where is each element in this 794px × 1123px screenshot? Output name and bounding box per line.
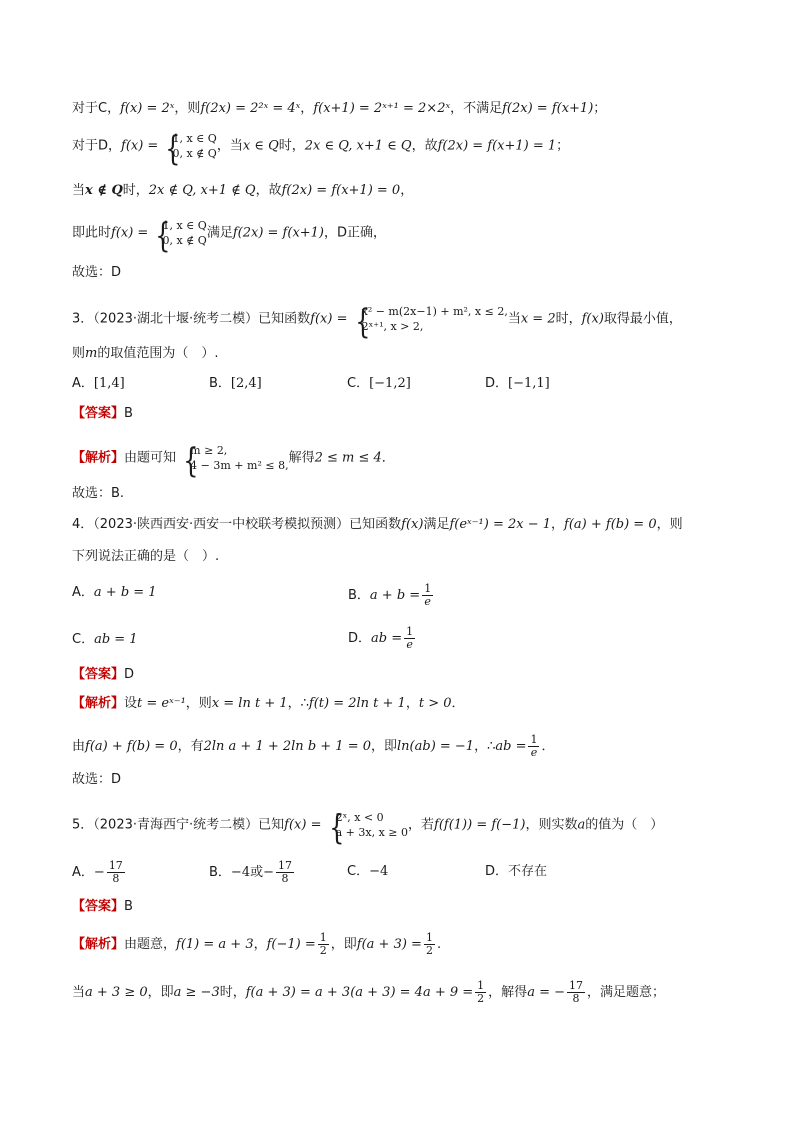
brace: { bbox=[165, 129, 181, 169]
piece-row: x² − m(2x−1) + m², x ≤ 2, bbox=[361, 305, 508, 318]
answer-tag: 【答案】 bbox=[72, 667, 125, 682]
option-letter: B． bbox=[209, 865, 231, 880]
q4-option-a[interactable] bbox=[72, 583, 157, 603]
text: ，即 bbox=[371, 739, 398, 754]
piecewise-function bbox=[152, 216, 207, 256]
q3-analysis bbox=[72, 441, 395, 481]
option-text: −4 bbox=[369, 864, 389, 879]
math: 2x ∈ Q, x+1 ∈ Q bbox=[304, 138, 412, 154]
piecewise-function bbox=[326, 808, 408, 848]
text: ， bbox=[300, 101, 314, 116]
math: f(f(1)) = f(−1) bbox=[434, 817, 526, 833]
text: 取得最小值， bbox=[603, 311, 682, 327]
q5-answer bbox=[72, 897, 133, 917]
q3-select: 故选：B. bbox=[72, 486, 125, 501]
fraction bbox=[475, 980, 486, 1005]
text: ，则实数 bbox=[525, 817, 578, 833]
q3-option-b[interactable] bbox=[209, 374, 262, 394]
brace: { bbox=[328, 808, 345, 848]
piecewise-function bbox=[352, 302, 508, 342]
math: f(2x) = 2²ˣ = 4ˣ bbox=[200, 101, 301, 116]
question-number: 4． bbox=[72, 517, 94, 532]
text: ，解得 bbox=[488, 985, 528, 1000]
question-source: （2023·青海西宁·统考二模） bbox=[93, 817, 259, 833]
text: ，故 bbox=[411, 138, 438, 154]
option-letter: D． bbox=[485, 376, 509, 391]
question-4-stem bbox=[72, 515, 683, 535]
piecewise-function bbox=[162, 129, 217, 169]
text: 的值为（ ） bbox=[585, 817, 664, 833]
math: f(eˣ⁻¹) = 2x − 1 bbox=[449, 517, 551, 532]
math: a bbox=[577, 817, 586, 833]
q3-option-d[interactable] bbox=[485, 374, 550, 394]
option-text: −4或− bbox=[230, 865, 274, 880]
option-text: ab = 1 bbox=[94, 632, 138, 647]
math: f(x) bbox=[581, 311, 604, 327]
text: ，则 bbox=[185, 696, 212, 711]
text: 设 bbox=[124, 696, 138, 711]
question-source: （2023·陕西西安·西安一中校联考模拟预测） bbox=[93, 517, 350, 532]
text: 对于D， bbox=[72, 138, 122, 154]
line-option-d-analysis bbox=[72, 129, 570, 169]
math: x = ln t + 1 bbox=[211, 696, 288, 711]
q5-option-d[interactable] bbox=[485, 862, 547, 882]
numerator: 1 bbox=[319, 931, 327, 944]
line-option-c-analysis bbox=[72, 99, 606, 119]
piece-row: 0, x ∉ Q bbox=[162, 234, 207, 247]
text: 由 bbox=[72, 739, 86, 754]
text: 则 bbox=[72, 346, 86, 361]
text: 已知 bbox=[258, 817, 285, 833]
numerator: 17 bbox=[277, 859, 292, 872]
text: ，则 bbox=[656, 517, 683, 532]
text: ， bbox=[253, 937, 267, 952]
math: 2 ≤ m ≤ 4 bbox=[314, 450, 382, 466]
denominator: e bbox=[528, 746, 539, 759]
option-letter: D． bbox=[348, 631, 372, 646]
math: f(a + 3) = bbox=[356, 937, 422, 952]
option-letter: C． bbox=[72, 632, 95, 647]
text: ， bbox=[400, 183, 414, 198]
text: ， bbox=[405, 696, 419, 711]
math: f(x) = bbox=[121, 138, 159, 154]
math: f(x) = bbox=[284, 817, 322, 833]
text: ，∴ bbox=[287, 696, 309, 711]
option-text: a + b = 1 bbox=[93, 585, 157, 600]
fraction bbox=[318, 932, 329, 957]
text: ，有 bbox=[177, 739, 204, 754]
option-letter: D． bbox=[485, 864, 509, 879]
option-text: ab = bbox=[371, 631, 403, 646]
text: ； bbox=[593, 101, 607, 116]
math: f(x) = 2ˣ bbox=[120, 101, 175, 116]
brace: { bbox=[354, 302, 371, 342]
system-of-inequalities bbox=[180, 441, 289, 481]
option-letter: B． bbox=[348, 588, 370, 603]
q4-option-c[interactable] bbox=[72, 630, 138, 650]
q5-option-a[interactable] bbox=[72, 860, 127, 885]
option-letter: C． bbox=[347, 864, 370, 879]
q5-analysis-1 bbox=[72, 932, 441, 957]
piece-row: 2ˣ, x < 0 bbox=[335, 811, 384, 824]
question-source: （2023·湖北十堰·统考二模） bbox=[93, 311, 259, 327]
math: f(a) + f(b) = 0 bbox=[564, 517, 657, 532]
math: f(x) = bbox=[111, 225, 149, 241]
text: 已知函数 bbox=[258, 311, 311, 327]
analysis-tag: 【解析】 bbox=[72, 450, 125, 466]
fraction bbox=[567, 980, 585, 1005]
text: 时， bbox=[219, 985, 246, 1000]
q4-select: 故选：D bbox=[72, 772, 122, 787]
text: 解得 bbox=[288, 450, 315, 466]
text: 由题可知 bbox=[124, 450, 177, 466]
text: 满足 bbox=[423, 517, 450, 532]
q4-analysis-1 bbox=[72, 694, 465, 714]
fraction bbox=[276, 860, 294, 885]
math: ab = bbox=[495, 739, 527, 754]
fraction bbox=[404, 626, 415, 651]
text: ，当 bbox=[216, 138, 243, 154]
brace: { bbox=[183, 441, 199, 481]
answer-tag: 【答案】 bbox=[72, 899, 125, 914]
option-text: 不存在 bbox=[508, 864, 548, 879]
math: x ∈ Q bbox=[242, 138, 279, 154]
text: ，不满足 bbox=[450, 101, 503, 116]
answer-tag: 【答案】 bbox=[72, 406, 125, 421]
text: ，即 bbox=[330, 937, 357, 952]
piece-row: m ≥ 2, bbox=[190, 444, 228, 457]
text: ，故 bbox=[255, 183, 282, 198]
piece-row: 4 − 3m + m² ≤ 8, bbox=[190, 459, 289, 472]
text: ； bbox=[556, 138, 570, 154]
q4-answer bbox=[72, 665, 134, 685]
numerator: 17 bbox=[108, 859, 123, 872]
text: ． bbox=[541, 739, 555, 754]
numerator: 1 bbox=[406, 625, 414, 638]
fraction bbox=[422, 583, 433, 608]
fraction bbox=[424, 932, 435, 957]
math: f(2x) = f(x+1) bbox=[232, 225, 325, 241]
option-text: [1,4] bbox=[93, 376, 125, 391]
math: a + 3 ≥ 0 bbox=[85, 985, 148, 1000]
question-3-stem-cont bbox=[72, 344, 218, 364]
q4-option-b[interactable] bbox=[348, 583, 435, 608]
select-answer: 故选：D bbox=[72, 265, 122, 280]
q5-option-c[interactable] bbox=[347, 862, 388, 882]
text: 当 bbox=[72, 985, 86, 1000]
text: ，D正确， bbox=[324, 225, 387, 241]
math: f(x) bbox=[401, 517, 424, 532]
q4-analysis-2 bbox=[72, 734, 555, 759]
piece-row: 0, x ∉ Q bbox=[172, 147, 217, 160]
option-text: [−1,2] bbox=[369, 376, 411, 391]
analysis-tag: 【解析】 bbox=[72, 937, 125, 952]
denominator: 8 bbox=[567, 992, 585, 1005]
text: ． bbox=[381, 450, 395, 466]
numerator: 1 bbox=[425, 931, 433, 944]
option-text: [2,4] bbox=[230, 376, 262, 391]
option-text: − bbox=[93, 865, 105, 880]
denominator: 2 bbox=[477, 992, 485, 1005]
question-3-stem bbox=[72, 302, 682, 342]
question-4-stem-cont: 下列说法正确的是（ ）. bbox=[72, 549, 220, 564]
math: a = − bbox=[527, 985, 565, 1000]
option-letter: C． bbox=[347, 376, 370, 391]
math: x ∉ Q bbox=[85, 183, 123, 198]
math: ln(ab) = −1 bbox=[397, 739, 475, 754]
math: f(x+1) = 2ˣ⁺¹ = 2×2ˣ bbox=[313, 101, 451, 116]
q3-option-c[interactable] bbox=[347, 374, 411, 394]
answer-value: B bbox=[124, 899, 133, 914]
text: ． bbox=[451, 696, 465, 711]
text: 已知函数 bbox=[349, 517, 402, 532]
math: 2x ∉ Q, x+1 ∉ Q bbox=[148, 183, 256, 198]
brace: { bbox=[155, 216, 171, 256]
q3-answer bbox=[72, 404, 133, 424]
text: 时， bbox=[278, 138, 305, 154]
math: m bbox=[85, 346, 98, 361]
numerator: 17 bbox=[569, 979, 583, 992]
text: 满足 bbox=[206, 225, 233, 241]
text: ，则 bbox=[174, 101, 201, 116]
text: ， bbox=[551, 517, 565, 532]
math: f(2x) = f(x+1) bbox=[502, 101, 594, 116]
math: a ≥ −3 bbox=[173, 985, 220, 1000]
math: f(t) = 2ln t + 1 bbox=[308, 696, 406, 711]
text: ，∴ bbox=[474, 739, 496, 754]
denominator: 2 bbox=[425, 944, 433, 957]
math: f(−1) = bbox=[266, 937, 316, 952]
option-text: [−1,1] bbox=[508, 376, 550, 391]
denominator: 8 bbox=[107, 872, 125, 885]
option-letter: A． bbox=[72, 585, 94, 600]
math: x = 2 bbox=[520, 311, 556, 327]
question-number: 3． bbox=[72, 311, 94, 327]
denominator: 8 bbox=[276, 872, 294, 885]
math: f(2x) = f(x+1) = 0 bbox=[281, 183, 401, 198]
math: f(1) = a + 3 bbox=[176, 937, 254, 952]
math: 2ln a + 1 + 2ln b + 1 = 0 bbox=[203, 739, 371, 754]
text: 的取值范围为（ ）. bbox=[97, 346, 219, 361]
text: 当 bbox=[72, 183, 86, 198]
text: ，若 bbox=[408, 817, 435, 833]
q4-option-d[interactable] bbox=[348, 626, 417, 651]
answer-value: B bbox=[124, 406, 133, 421]
q5-analysis-2 bbox=[72, 980, 665, 1005]
text: 由题意， bbox=[124, 937, 177, 952]
piece-row: 2ˣ⁺¹, x > 2, bbox=[361, 320, 424, 333]
text: 时， bbox=[555, 311, 582, 327]
denominator: e bbox=[404, 638, 415, 651]
answer-value: D bbox=[124, 667, 135, 682]
option-letter: A． bbox=[72, 865, 94, 880]
option-letter: A． bbox=[72, 376, 94, 391]
piece-row: 1, x ∈ Q bbox=[172, 132, 217, 145]
math: f(a) + f(b) = 0 bbox=[85, 739, 178, 754]
piece-row: 1, x ∈ Q bbox=[162, 219, 207, 232]
numerator: 1 bbox=[424, 582, 432, 595]
q3-option-a[interactable] bbox=[72, 374, 125, 394]
numerator: 1 bbox=[530, 733, 538, 746]
fraction bbox=[107, 860, 125, 885]
text: 当 bbox=[507, 311, 521, 327]
text: . bbox=[436, 937, 442, 952]
question-5-stem bbox=[72, 808, 664, 848]
math: f(a + 3) = a + 3(a + 3) = 4a + 9 = bbox=[245, 985, 474, 1000]
text: 时， bbox=[122, 183, 149, 198]
denominator: e bbox=[422, 595, 433, 608]
line-d-conclusion bbox=[72, 216, 387, 256]
math: t = eˣ⁻¹ bbox=[137, 696, 186, 711]
math: t > 0 bbox=[418, 696, 452, 711]
q5-option-b[interactable] bbox=[209, 860, 296, 885]
analysis-tag: 【解析】 bbox=[72, 696, 125, 711]
math: f(2x) = f(x+1) = 1 bbox=[437, 138, 557, 154]
denominator: 2 bbox=[319, 944, 327, 957]
text: ，即 bbox=[147, 985, 174, 1000]
math: f(x) = bbox=[310, 311, 348, 327]
text: ，满足题意； bbox=[587, 985, 666, 1000]
question-number: 5． bbox=[72, 817, 94, 833]
text: 对于C， bbox=[72, 101, 121, 116]
fraction bbox=[528, 734, 539, 759]
option-letter: B． bbox=[209, 376, 231, 391]
numerator: 1 bbox=[477, 979, 485, 992]
text: 即此时 bbox=[72, 225, 112, 241]
piece-row: a + 3x, x ≥ 0 bbox=[335, 826, 408, 839]
line-d-case2 bbox=[72, 181, 413, 201]
option-text: a + b = bbox=[369, 588, 421, 603]
